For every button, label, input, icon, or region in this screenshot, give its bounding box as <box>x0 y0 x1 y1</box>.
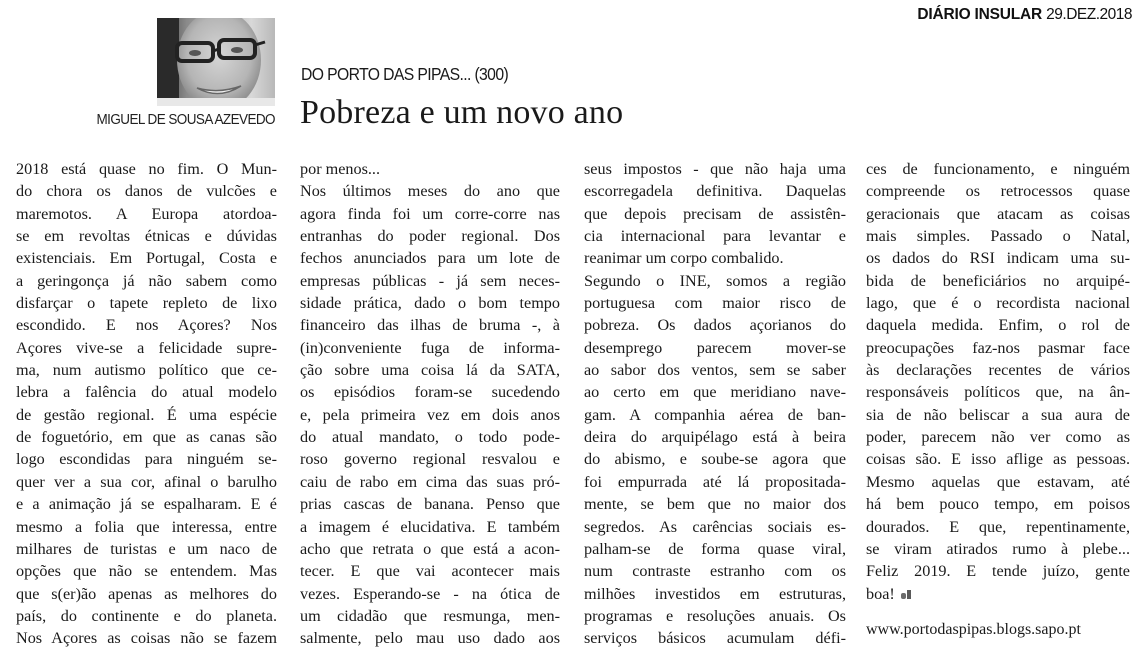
text-line: que s(er)ão apenas as melhores do <box>16 584 277 603</box>
text-line: 2018 está quase no fim. O Mun- <box>16 160 277 178</box>
text-line: e, pela primeira vez em dois anos <box>300 405 560 424</box>
text-line: logo escondidas para ninguém se- <box>16 450 277 469</box>
text-line: daquela medida. Enfim, o rol de <box>866 316 1130 335</box>
text-line: de gestão regional. É uma espécie <box>16 405 277 424</box>
article-column-3 <box>584 158 846 650</box>
author-byline: MIGUEL DE SOUSA AZEVEDO <box>96 112 276 128</box>
text-line: bida de beneficiários no arquipé- <box>866 271 1130 290</box>
text-line: prias cascas de banana. Penso que <box>300 495 560 514</box>
blog-url[interactable]: www.portodaspipas.blogs.sapo.pt <box>866 621 1081 638</box>
text-line: a imagem é elucidativa. E também <box>300 517 560 536</box>
text-line: opções que não se entendem. Mas <box>16 562 277 581</box>
author-portrait-icon <box>157 18 275 106</box>
text-line: ces de funcionamento, e ninguém <box>866 160 1130 178</box>
publication-name: DIÁRIO INSULAR <box>917 6 1043 23</box>
article-column-4 <box>866 158 1130 605</box>
text-line: vezes. Esperando-se - na ótica de <box>300 584 560 603</box>
text-line: cia internacional para levantar e <box>584 227 846 246</box>
text-line: ma, num autismo político que ce- <box>16 361 277 380</box>
text-line: (in)conveniente fuga de informa- <box>300 338 560 357</box>
text-line: segredos. As carências sociais es- <box>584 517 846 536</box>
text-line: sidade prática, dado o bom tempo <box>300 294 560 313</box>
text-line: programas e resoluções anuais. Os <box>584 606 846 625</box>
text-line: roso governo regional resvalou e <box>300 450 560 469</box>
text-line: país, do continente e do planeta. <box>16 606 277 625</box>
text-line: agora finda foi um corre-corre nas <box>300 204 560 223</box>
article-column-1 <box>16 158 277 650</box>
di-end-mark-icon <box>901 590 912 599</box>
text-line: milhares de turistas e um naco de <box>16 539 277 558</box>
text-line: geracionais que atacam as coisas <box>866 204 1130 223</box>
text-line: reanimar um corpo combalido. <box>584 249 784 268</box>
text-line: compreende os retrocessos quase <box>866 182 1130 201</box>
text-line: os dados do RSI indicam uma su- <box>866 249 1130 268</box>
text-line: de foguetório, em que as canas são <box>16 428 277 447</box>
text-line: palham-se de forma quase viral, <box>584 539 846 558</box>
text-line: escorregadela definitiva. Daquelas <box>584 182 846 201</box>
text-line: do atual mandato, o todo pode- <box>300 428 560 447</box>
text-line: Nos últimos meses do ano que <box>300 182 560 201</box>
text-line: ao sabor dos ventos, sem se saber <box>584 361 846 380</box>
text-line: dourados. E que, repentinamente, <box>866 517 1130 536</box>
text-line: do chora os danos de vulcões e <box>16 182 277 201</box>
text-line: gam. A companhia aérea de ban- <box>584 405 846 424</box>
text-line: e a animação já se espalharam. E é <box>16 495 277 514</box>
text-line: do abismo, e soube-se agora que <box>584 450 846 469</box>
text-line: empresas públicas - já sem neces- <box>300 271 560 290</box>
text-line: serviços básicos acumulam défi- <box>584 629 846 648</box>
text-line: portuguesa com maior risco de <box>584 294 846 313</box>
text-line: há bem pouco tempo, em poisos <box>866 495 1130 514</box>
text-line: os episódios foram-se sucedendo <box>300 383 560 402</box>
text-line: se em revoltas étnicas e dúvidas <box>16 227 277 246</box>
text-line: às declarações recentes de vários <box>866 361 1130 380</box>
text-line: boa! <box>866 584 895 603</box>
text-line: maremotos. A Europa atordoa- <box>16 204 277 223</box>
author-photo <box>157 18 275 106</box>
text-line: salmente, pelo mau uso dado aos <box>300 629 560 648</box>
text-line: Mesmo aquelas que estavam, até <box>866 472 1130 491</box>
text-line: ao certo em que meridiano nave- <box>584 383 846 402</box>
article-column-2 <box>300 158 560 650</box>
text-line: foi empurrada até lá propositada- <box>584 472 846 491</box>
text-line: tecer. E que vai acontecer mais <box>300 562 560 581</box>
text-line: poder, parecem não ver como as <box>866 428 1130 447</box>
text-line: fechos anunciados para um lote de <box>300 249 560 268</box>
text-line: responsáveis políticos que, na ân- <box>866 383 1130 402</box>
text-line: financeiro das ilhas de bruma -, à <box>300 316 560 335</box>
text-line: Segundo o INE, somos a região <box>584 271 846 290</box>
text-line: mais simples. Passado o Natal, <box>866 227 1130 246</box>
text-line: Feliz 2019. E tende juízo, gente <box>866 562 1130 581</box>
text-line: Açores vive-se a felicidade supre- <box>16 338 277 357</box>
text-line: sia de não beliscar a sua aura de <box>866 405 1130 424</box>
text-line: lebra a falência do atual modelo <box>16 383 277 402</box>
text-line: milhões investidos em estruturas, <box>584 584 846 603</box>
text-line: desemprego parecem mover-se <box>584 338 846 357</box>
text-line: disfarçar o tapete repleto de lixo <box>16 294 277 313</box>
text-line: num contraste estranho com os <box>584 562 846 581</box>
publication-date: 29.DEZ.2018 <box>1046 6 1132 23</box>
text-line: existenciais. Em Portugal, Costa e <box>16 249 277 268</box>
text-line: caiu de rabo em cima das suas pró- <box>300 472 560 491</box>
text-line: escondido. E nos Açores? Nos <box>16 316 277 335</box>
text-line: se viram atirados rumo à plebe... <box>866 539 1130 558</box>
text-line: um cidadão que resmunga, men- <box>300 606 560 625</box>
text-line: quer ver a sua cor, afinal o barulho <box>16 472 277 491</box>
masthead <box>917 6 1132 24</box>
text-line: pobreza. Os dados açorianos do <box>584 316 846 335</box>
article-headline: Pobreza e um novo ano <box>300 94 624 131</box>
text-line: coisas são. E isso aflige as pessoas. <box>866 450 1130 469</box>
text-line-final <box>866 583 1130 605</box>
text-line: preocupações faz-nos pasmar face <box>866 338 1130 357</box>
text-line: entranhas do poder regional. Dos <box>300 227 560 246</box>
text-line: Nos Açores as coisas não se fazem <box>16 629 277 648</box>
column-kicker: DO PORTO DAS PIPAS... (300) <box>301 64 509 84</box>
text-line: seus impostos - que não haja uma <box>584 160 846 178</box>
text-line: por menos... <box>300 160 381 178</box>
text-line: ção sobre uma coisa lá da SATA, <box>300 361 560 380</box>
text-line: deira do arquipélago está à beira <box>584 428 846 447</box>
text-line: que depois precisam de assistên- <box>584 204 846 223</box>
text-line: a geringonça já não sabem como <box>16 271 277 290</box>
text-line: lago, que é o recordista nacional <box>866 294 1130 313</box>
text-line: mente, se bem que no maior dos <box>584 495 846 514</box>
text-line: mesmo a folia que interessa, entre <box>16 517 277 536</box>
text-line: acho que retrata o que está a acon- <box>300 539 560 558</box>
